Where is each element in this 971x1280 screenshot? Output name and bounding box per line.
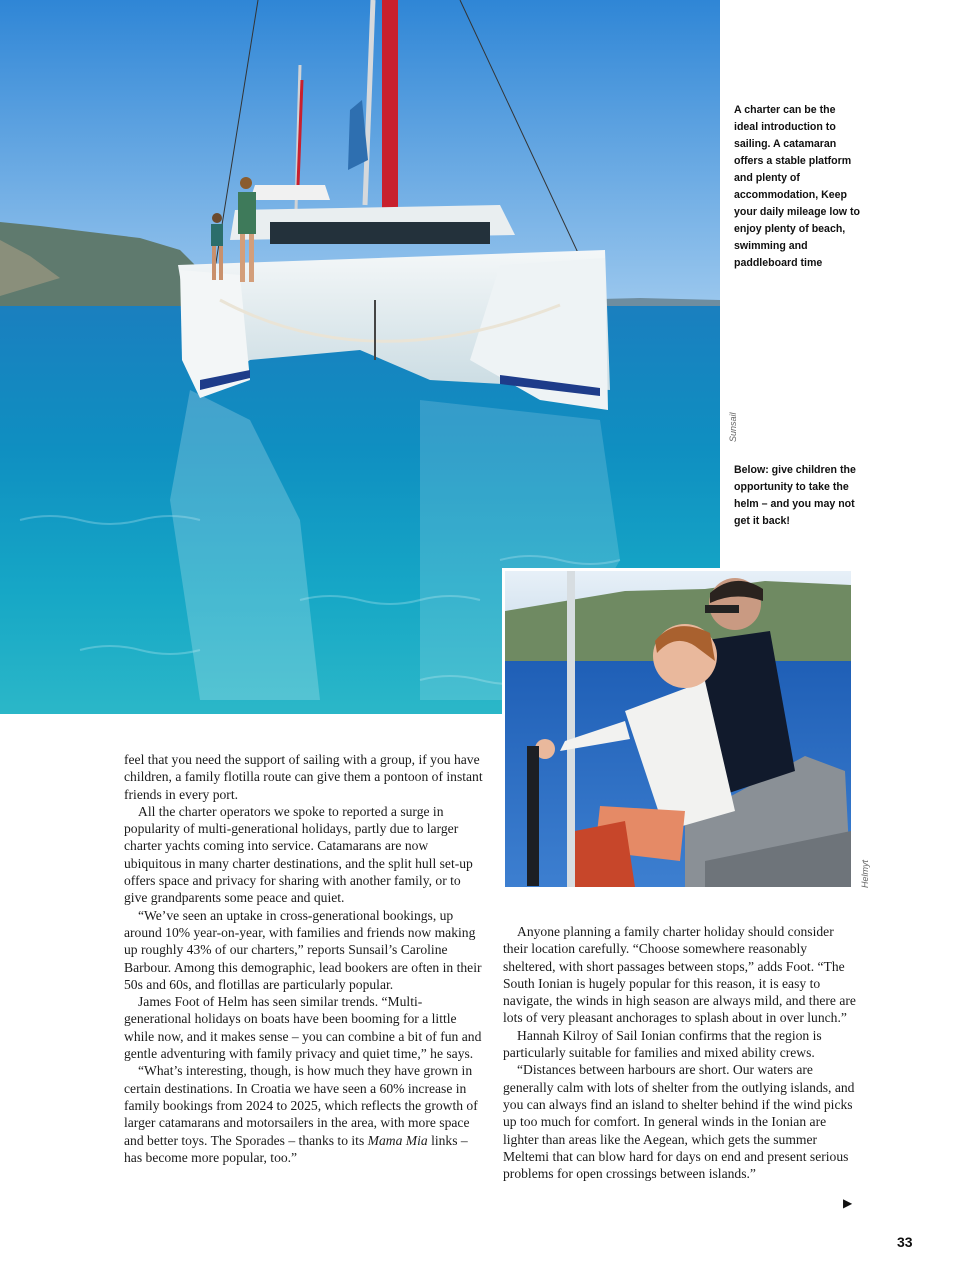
film-title: Mama Mia <box>367 1132 428 1148</box>
photo-credit-main: Sunsail <box>728 412 738 442</box>
paragraph: feel that you need the support of sailing with a group, if you have children, a family flotilla route can give them a pontoon of instant friends in every port. <box>124 752 483 802</box>
triangle-right-icon: ▶ <box>843 1196 853 1210</box>
page-number: 33 <box>897 1234 913 1250</box>
paragraph-text: links – has become more popular, too.” <box>124 1132 468 1165</box>
paragraph: “We’ve seen an uptake in cross-generational bookings, up around 10% year-on-year, with families and friends now making up roughly 43% of our charters,” reports Sunsail’s Caroline Barbour. Among this demographic, lead bookers are often in their 50s and 60s, and flotillas are particularly popular. <box>124 907 482 992</box>
photo-credit-inset: Helmyt <box>860 859 870 888</box>
caption-child-helm: Below: give children the opportunity to take the helm – and you may not get it back! <box>734 464 856 527</box>
paragraph: Anyone planning a family charter holiday should consider their location carefully. “Choose somewhere reasonably sheltered, with short passages between stops,” adds Foot. “The South Ionian is hugely popular for this reason, it is easy to navigate, the winds in high season are always mild, and there are lots of very pleasant anchorages to splash about in over lunch.” <box>503 924 856 1026</box>
paragraph: James Foot of Helm has seen similar trends. “Multi-generational holidays on boats have been booming for a little while now, and it makes sense – you can combine a bit of fun and gentle adventuring with family privacy and quiet time,” he says. <box>124 994 482 1062</box>
paragraph <box>124 1062 484 1166</box>
inset-photo-child-at-helm <box>502 568 854 890</box>
article-column-right <box>503 923 861 1182</box>
paragraph: All the charter operators we spoke to reported a surge in popularity of multi-generational holidays, partly due to larger charter yachts coming into service. Catamarans are now ubiquitous in many charter destinations, and the split hull set-up offers space and privacy for sharing with another family, or to give grandparents some peace and quiet. <box>124 803 473 906</box>
paragraph-text: “What’s interesting, though, is how much they have grown in certain destinations. In Croatia we have seen a 60% increase in family bookings from 2024 to 2025, which reflects the growth of larger catamarans and motorsailers in the area, with more space and better toys. The Sporades – thanks to its <box>124 1063 478 1148</box>
article-column-left <box>124 751 484 1166</box>
caption-catamaran: A charter can be the ideal introduction to sailing. A catamaran offers a stable platform and plenty of accommodation, Keep your daily mileage low to enjoy plenty of beach, swimming and paddleboard time <box>734 104 860 269</box>
paragraph: “Distances between harbours are short. Our waters are generally calm with lots of shelter from the outlying islands, and you can always find an island to shelter behind if the wind picks up too much for comfort. In general winds in the Ionian are lighter than areas like the Aegean, which gets the summer Meltemi that can blow hard for days on end and present serious problems for open crossings between islands.” <box>503 1062 855 1182</box>
paragraph: Hannah Kilroy of Sail Ionian confirms that the region is particularly suitable for families and mixed ability crews. <box>503 1027 822 1061</box>
